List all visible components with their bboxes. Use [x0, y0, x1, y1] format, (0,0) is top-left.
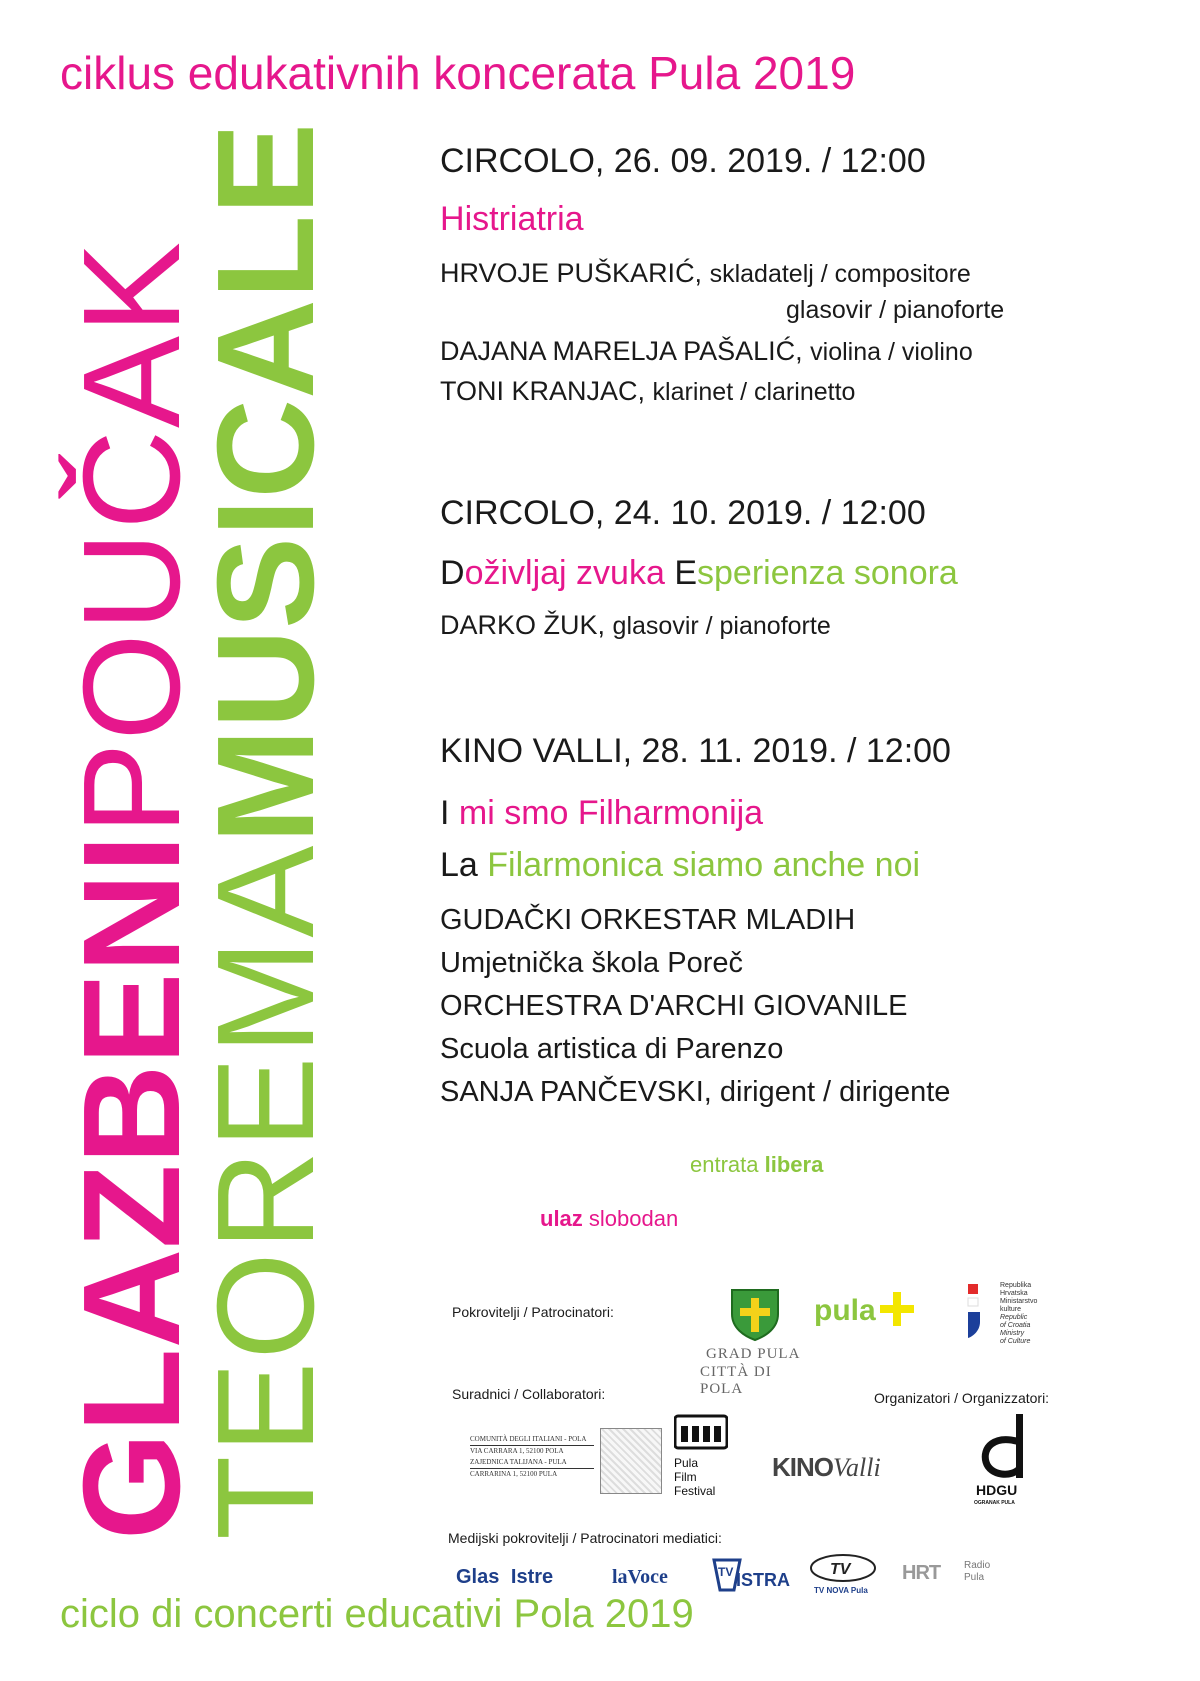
performer-2: DAJANA MARELJA PAŠALIĆ, violina / violino	[440, 336, 973, 366]
hdgu-logo: HDGU OGRANAK PULA	[970, 1412, 1040, 1512]
organizers-label: Organizatori / Organizzatori:	[874, 1390, 1050, 1406]
coat-of-arms-icon	[730, 1288, 780, 1342]
vertical-pink-bold: GLAZBENI	[55, 834, 209, 1540]
event-3-line: GUDAČKI ORKESTAR MLADIH	[440, 904, 856, 936]
croatia-flag-icon	[964, 1284, 986, 1340]
event-3-title-b: La Filarmonica siamo anche noi	[440, 846, 921, 884]
performer-3: TONI KRANJAC, klarinet / clarinetto	[440, 376, 856, 406]
event-3-title-a: I mi smo Filharmonija	[440, 794, 764, 832]
performer-4: DARKO ŽUK, glasovir / pianoforte	[440, 610, 831, 640]
svg-text:TV: TV	[718, 1565, 734, 1579]
event-1-heading: CIRCOLO, 26. 09. 2019. / 12:00	[440, 142, 926, 180]
header-title: ciklus edukativnih koncerata Pula 2019	[60, 47, 856, 99]
entry-italian: entrata libera	[690, 1152, 824, 1177]
arena-icon	[674, 1414, 728, 1450]
event-2-heading: CIRCOLO, 24. 10. 2019. / 12:00	[440, 494, 926, 532]
vertical-green-light: TEOREMA	[189, 843, 343, 1540]
performer-1: HRVOJE PUŠKARIĆ, skladatelj / compositore	[440, 258, 971, 288]
event-3-line: SANJA PANČEVSKI, dirigent / dirigente	[440, 1076, 951, 1108]
vertical-green-bold: MUSICALE	[189, 122, 343, 844]
svg-text:TV: TV	[830, 1561, 851, 1578]
vertical-pink-light: POUČAK	[55, 239, 209, 835]
event-1-title	[440, 200, 584, 239]
kino-valli-logo: KINOValli	[772, 1452, 881, 1482]
event-3-line: Scuola artistica di Parenzo	[440, 1033, 784, 1065]
event-3-heading: KINO VALLI, 28. 11. 2019. / 12:00	[440, 732, 951, 770]
la-voce-logo: laVoce	[612, 1566, 668, 1588]
plus-icon	[880, 1292, 914, 1326]
ministry-logo	[964, 1282, 1044, 1352]
event-1-title-rest: istriatria	[464, 200, 584, 238]
grad-pula-logo: GRAD PULA CITTÀ DI POLA	[700, 1282, 810, 1382]
comunita-logo: COMUNITÀ DEGLI ITALIANI - POLA VIA CARRARA 1, 52100 POLA ZAJEDNICA TALIJANA - PULA CARRARINA 1, 52100 PULA	[470, 1434, 594, 1492]
event-1-title-initial: H	[440, 200, 465, 238]
glas-istre-logo: Glas Istre	[456, 1566, 554, 1588]
vertical-title-pink	[55, 239, 209, 1540]
footer-title: ciclo di concerti educativi Pola 2019	[60, 1592, 694, 1636]
comunita-drawing	[600, 1428, 662, 1494]
tv-nova-logo: TV TV NOVA Pula	[808, 1552, 888, 1602]
ministry-text: Republika Hrvatska Ministarstvo kulture Republic of Croatia Ministry of Culture	[1000, 1282, 1038, 1345]
event-2-title: Doživljaj zvuka Esperienza sonora	[440, 554, 958, 592]
tv-istra-logo: TV ISTRA	[712, 1556, 796, 1596]
hrt-radio-pula-logo: HRT Radio Pula	[902, 1560, 991, 1584]
event-3-line: ORCHESTRA D'ARCHI GIOVANILE	[440, 990, 908, 1022]
hdgu-d-icon	[974, 1412, 1034, 1482]
patrons-label: Pokrovitelji / Patrocinatori:	[452, 1304, 614, 1320]
performer-1-role-2: glasovir / pianoforte	[786, 296, 1005, 324]
pula-plus-logo: pula	[814, 1292, 914, 1328]
event-3-line: Umjetnička škola Poreč	[440, 947, 743, 979]
entry-croatian: ulaz slobodan	[540, 1206, 679, 1231]
media-label: Medijski pokrovitelji / Patrocinatori mediatici:	[448, 1530, 722, 1546]
tv-nova-icon	[808, 1552, 878, 1584]
collaborators-label: Suradnici / Collaboratori:	[452, 1386, 606, 1402]
pula-film-festival-logo: Pula Film Festival	[674, 1414, 754, 1504]
vertical-title-green	[189, 122, 343, 1540]
